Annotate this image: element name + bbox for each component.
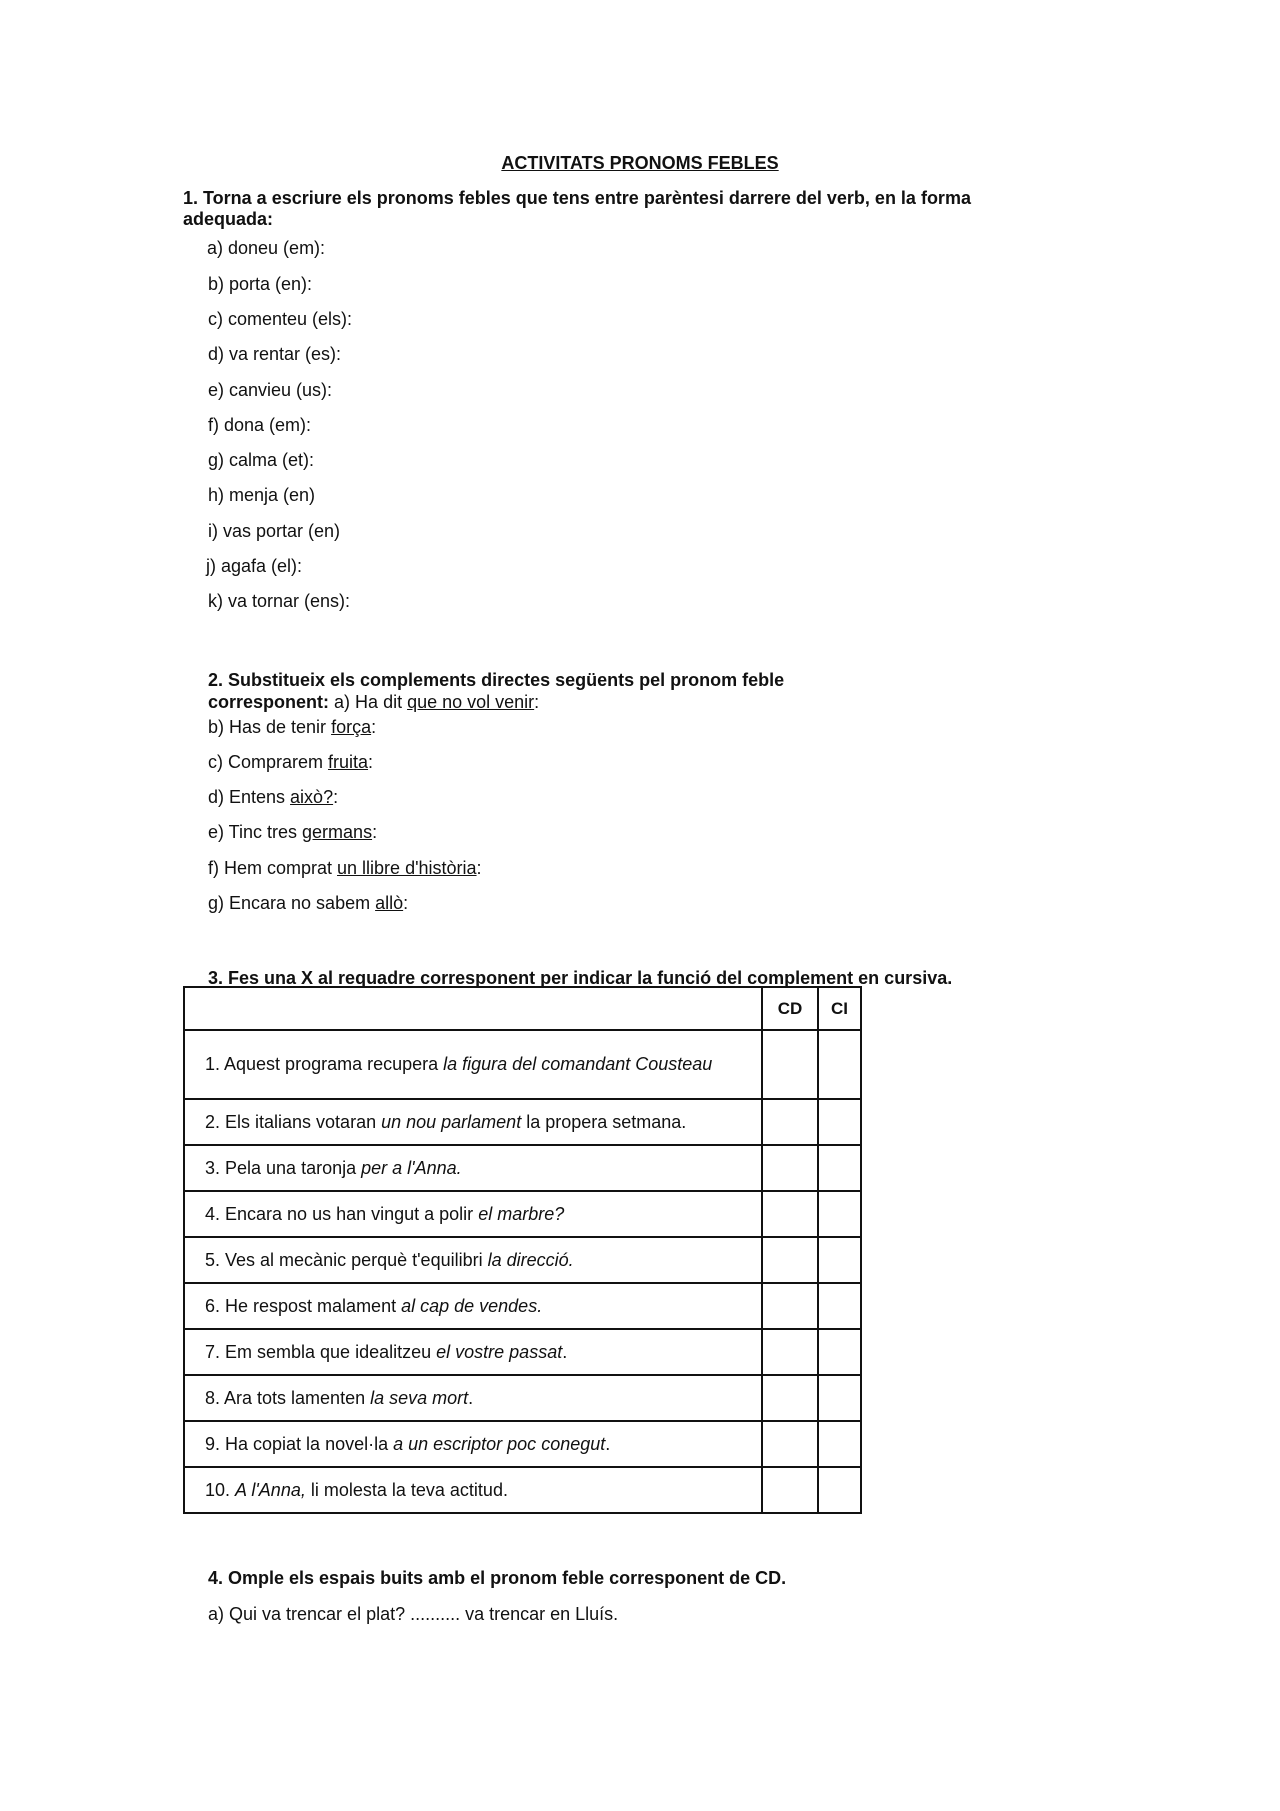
q2-underlined: força: [331, 717, 372, 737]
q1-item: i) vas portar (en): [208, 521, 341, 541]
ci-checkbox-cell[interactable]: [818, 1421, 861, 1467]
header-ci: CI: [818, 987, 861, 1030]
q1-item: h) menja (en): [208, 485, 316, 505]
q1-item: g) calma (et):: [208, 450, 315, 470]
cd-checkbox-cell[interactable]: [762, 1099, 818, 1145]
q2-underlined: que no vol venir: [407, 692, 535, 712]
ci-checkbox-cell[interactable]: [818, 1237, 861, 1283]
table-header-row: [184, 987, 861, 1030]
sentence-cell: 9. Ha copiat la novel·la a un escriptor poc conegut.: [184, 1421, 762, 1467]
q4-item: a) Qui va trencar el plat? .......... va trencar en Lluís.: [208, 1604, 619, 1624]
ci-checkbox-cell[interactable]: [818, 1145, 861, 1191]
q1-title: 1. Torna a escriure els pronoms febles que tens entre parèntesi darrere del verb, en la forma adequada:: [183, 188, 971, 229]
ci-checkbox-cell[interactable]: [818, 1030, 861, 1099]
table-row: [184, 1145, 861, 1191]
table-row: [184, 1099, 861, 1145]
q2-underlined: allò: [375, 893, 404, 913]
cd-checkbox-cell[interactable]: [762, 1145, 818, 1191]
q2-item: g) Encara no sabem allò:: [208, 893, 409, 913]
q1-item: a) doneu (em):: [207, 238, 326, 258]
q3-title: 3. Fes una X al requadre corresponent per indicar la funció del complement en cursiva.: [208, 968, 953, 988]
page-title: ACTIVITATS PRONOMS FEBLES: [501, 153, 779, 173]
cd-checkbox-cell[interactable]: [762, 1421, 818, 1467]
sentence-cell: 4. Encara no us han vingut a polir el marbre?: [184, 1191, 762, 1237]
table-row: [184, 1467, 861, 1513]
header-cd: CD: [762, 987, 818, 1030]
ci-checkbox-cell[interactable]: [818, 1191, 861, 1237]
q2-item: b) Has de tenir força:: [208, 717, 377, 737]
q2-item: f) Hem comprat un llibre d'història:: [208, 858, 482, 878]
q2-item-pre: a) Ha dit: [334, 692, 408, 712]
q2-underlined: fruita: [328, 752, 369, 772]
cd-checkbox-cell[interactable]: [762, 1030, 818, 1099]
cd-checkbox-cell[interactable]: [762, 1375, 818, 1421]
cd-checkbox-cell[interactable]: [762, 1237, 818, 1283]
cd-checkbox-cell[interactable]: [762, 1329, 818, 1375]
table-row: [184, 1329, 861, 1375]
function-table: [183, 986, 862, 1514]
sentence-cell: 6. He respost malament al cap de vendes.: [184, 1283, 762, 1329]
q1-item: f) dona (em):: [208, 415, 312, 435]
ci-checkbox-cell[interactable]: [818, 1283, 861, 1329]
q1-item: d) va rentar (es):: [208, 344, 342, 364]
table-row: [184, 1283, 861, 1329]
ci-checkbox-cell[interactable]: [818, 1375, 861, 1421]
table-row: [184, 1191, 861, 1237]
q2-title-cont: corresponent:: [208, 692, 330, 712]
q1-item: e) canvieu (us):: [208, 380, 333, 400]
q1-item: c) comenteu (els):: [208, 309, 353, 329]
ci-checkbox-cell[interactable]: [818, 1329, 861, 1375]
table-row: [184, 1030, 861, 1099]
q2-item: corresponent: a) Ha dit que no vol venir:: [208, 692, 540, 712]
cd-checkbox-cell[interactable]: [762, 1283, 818, 1329]
table-header-empty: [184, 987, 762, 1030]
q2-underlined: germans: [302, 822, 373, 842]
q2-underlined: això?: [290, 787, 334, 807]
sentence-cell: 1. Aquest programa recupera la figura del comandant Cousteau: [184, 1030, 762, 1099]
sentence-cell: 5. Ves al mecànic perquè t'equilibri la direcció.: [184, 1237, 762, 1283]
sentence-cell: 8. Ara tots lamenten la seva mort.: [184, 1375, 762, 1421]
q2-item: e) Tinc tres germans:: [208, 822, 378, 842]
sentence-cell: 3. Pela una taronja per a l'Anna.: [184, 1145, 762, 1191]
sentence-cell: 2. Els italians votaran un nou parlament la propera setmana.: [184, 1099, 762, 1145]
q2-item: d) Entens això?:: [208, 787, 339, 807]
cd-checkbox-cell[interactable]: [762, 1191, 818, 1237]
table-row: [184, 1421, 861, 1467]
q4-title: 4. Omple els espais buits amb el pronom feble corresponent de CD.: [208, 1568, 787, 1588]
q2-underlined: un llibre d'història: [337, 858, 477, 878]
ci-checkbox-cell[interactable]: [818, 1467, 861, 1513]
q2-title: 2. Substitueix els complements directes següents pel pronom feble: [208, 670, 785, 690]
sentence-cell: 10. A l'Anna, li molesta la teva actitud.: [184, 1467, 762, 1513]
q2-item: c) Comprarem fruita:: [208, 752, 374, 772]
sentence-cell: 7. Em sembla que idealitzeu el vostre passat.: [184, 1329, 762, 1375]
q1-item: b) porta (en):: [208, 274, 313, 294]
q1-item: j) agafa (el):: [206, 556, 303, 576]
q1-item: k) va tornar (ens):: [208, 591, 351, 611]
cd-checkbox-cell[interactable]: [762, 1467, 818, 1513]
table-row: [184, 1375, 861, 1421]
ci-checkbox-cell[interactable]: [818, 1099, 861, 1145]
table-row: [184, 1237, 861, 1283]
